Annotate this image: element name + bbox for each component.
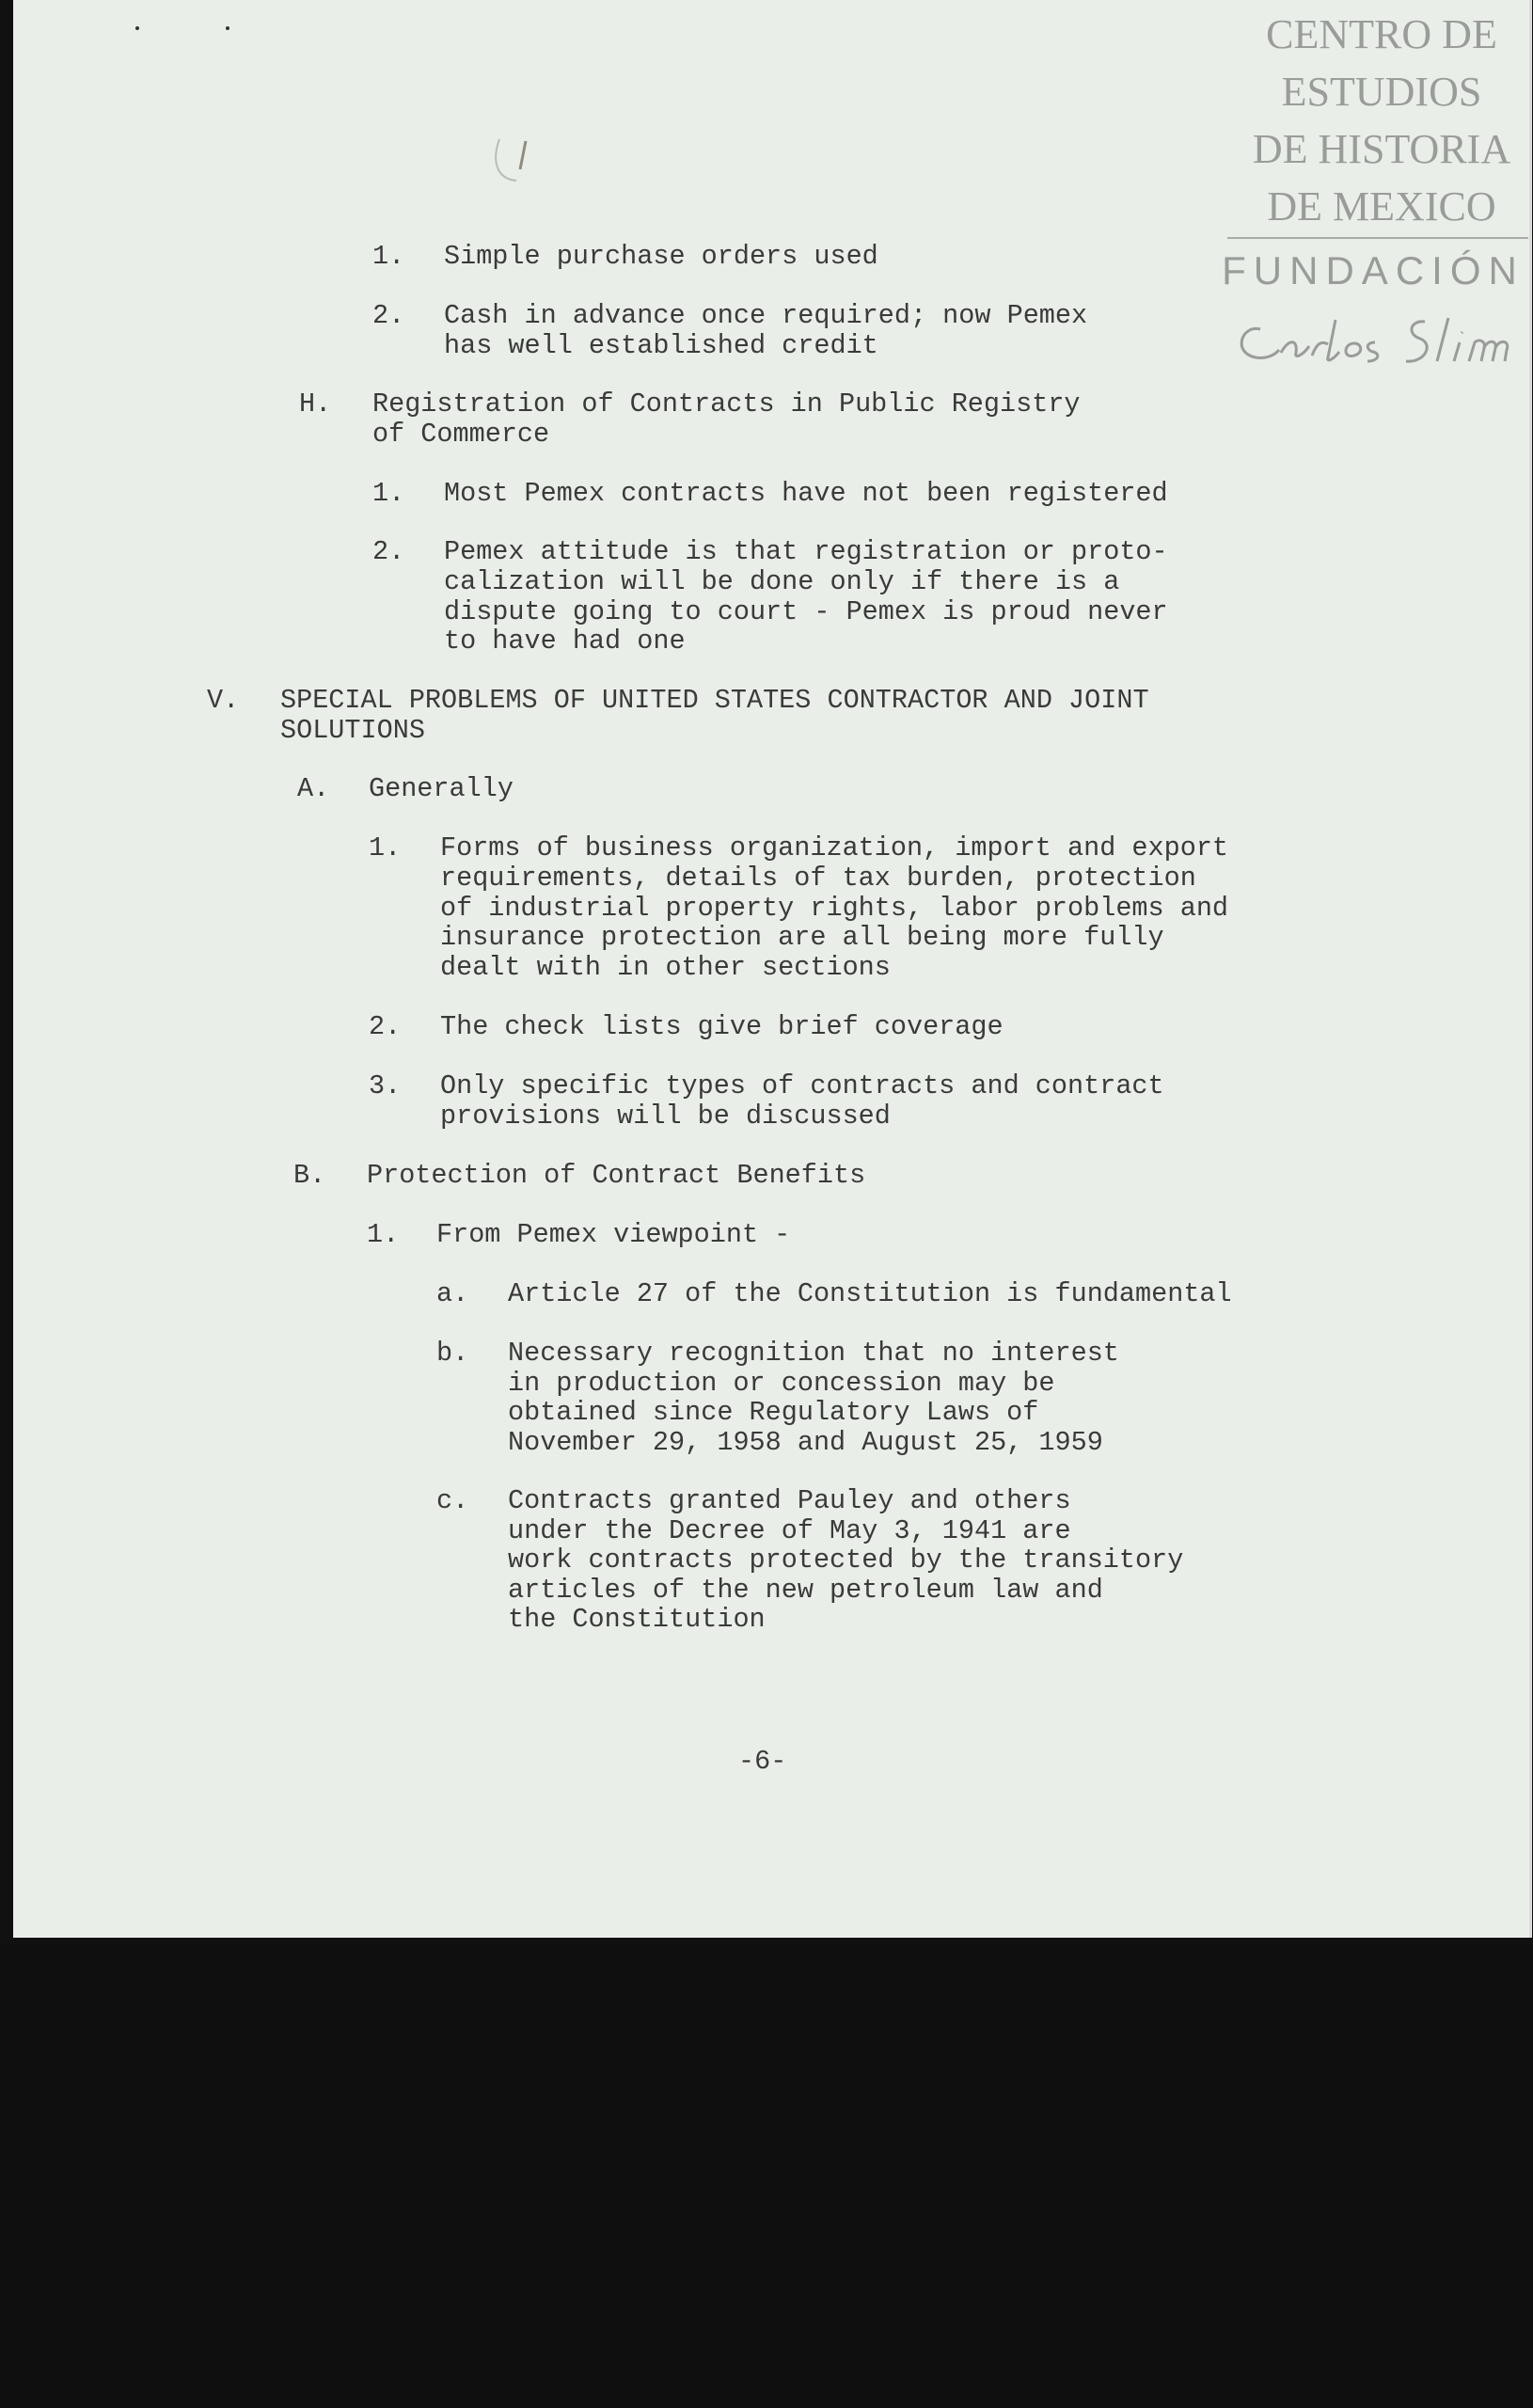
subitem-text: Contracts granted Pauley and others bbox=[508, 1485, 1071, 1516]
section-letter: H. bbox=[299, 388, 332, 420]
item-text: Simple purchase orders used bbox=[444, 241, 878, 272]
signature-logo bbox=[1223, 301, 1533, 376]
watermark-divider bbox=[1227, 237, 1528, 239]
item-number: 1. bbox=[367, 1219, 400, 1250]
item-text: Only specific types of contracts and contract bbox=[440, 1070, 1164, 1101]
page-number: -6- bbox=[738, 1746, 787, 1777]
item-number: 3. bbox=[369, 1070, 402, 1101]
watermark-line: ESTUDIOS bbox=[1281, 69, 1482, 115]
item-text: Most Pemex contracts have not been registered bbox=[444, 478, 1168, 509]
subitem-text: under the Decree of May 3, 1941 are bbox=[508, 1515, 1071, 1546]
subitem-text: Article 27 of the Constitution is fundamental bbox=[508, 1278, 1232, 1309]
item-text: Cash in advance once required; now Pemex bbox=[444, 300, 1088, 331]
item-number: 2. bbox=[369, 1011, 402, 1042]
section-heading: Registration of Contracts in Public Registry bbox=[372, 388, 1081, 420]
subitem-text: obtained since Regulatory Laws of bbox=[508, 1397, 1039, 1428]
item-number: 1. bbox=[372, 241, 405, 272]
watermark-line: CENTRO DE bbox=[1266, 11, 1497, 57]
subitem-text: articles of the new petroleum law and bbox=[508, 1575, 1103, 1606]
item-number: 1. bbox=[369, 832, 402, 863]
item-text: requirements, details of tax burden, protection bbox=[440, 863, 1196, 894]
item-number: 2. bbox=[372, 536, 405, 567]
part-heading: SPECIAL PROBLEMS OF UNITED STATES CONTRACTOR AND JOINT bbox=[280, 685, 1149, 716]
subitem-text: work contracts protected by the transitory bbox=[508, 1545, 1184, 1576]
section-letter: A. bbox=[297, 773, 330, 804]
section-heading: Protection of Contract Benefits bbox=[367, 1160, 866, 1191]
roman-numeral: V. bbox=[207, 685, 240, 716]
pencil-mark bbox=[488, 132, 545, 188]
watermark-line: DE HISTORIA bbox=[1252, 126, 1511, 172]
item-number: 2. bbox=[372, 300, 405, 331]
part-heading: SOLUTIONS bbox=[280, 715, 425, 746]
item-text: calization will be done only if there is a bbox=[444, 566, 1120, 597]
subitem-text: in production or concession may be bbox=[508, 1368, 1055, 1399]
subitem-letter: c. bbox=[436, 1485, 469, 1516]
item-text: Forms of business organization, import and export bbox=[440, 832, 1229, 863]
item-text: of industrial property rights, labor problems and bbox=[440, 893, 1229, 924]
watermark-foundation: FUNDACIÓN bbox=[1222, 248, 1525, 293]
item-text: dealt with in other sections bbox=[440, 952, 891, 983]
item-text: provisions will be discussed bbox=[440, 1101, 891, 1132]
subitem-text: the Constitution bbox=[508, 1604, 766, 1635]
item-text: dispute going to court - Pemex is proud never bbox=[444, 596, 1168, 627]
archive-watermark bbox=[1226, 6, 1533, 235]
subitem-text: November 29, 1958 and August 25, 1959 bbox=[508, 1427, 1103, 1458]
item-text: insurance protection are all being more fully bbox=[440, 922, 1164, 953]
subitem-text: Necessary recognition that no interest bbox=[508, 1338, 1119, 1369]
speck bbox=[226, 26, 229, 30]
item-text: Pemex attitude is that registration or proto- bbox=[444, 536, 1168, 567]
subitem-letter: a. bbox=[436, 1278, 469, 1309]
item-text: From Pemex viewpoint - bbox=[436, 1219, 791, 1250]
item-text: to have had one bbox=[444, 626, 686, 657]
watermark-line: DE MEXICO bbox=[1267, 183, 1496, 230]
item-text: The check lists give brief coverage bbox=[440, 1011, 1004, 1042]
subitem-letter: b. bbox=[436, 1338, 469, 1369]
item-number: 1. bbox=[372, 478, 405, 509]
section-letter: B. bbox=[293, 1160, 326, 1191]
section-heading: of Commerce bbox=[372, 419, 550, 450]
item-text: has well established credit bbox=[444, 330, 878, 361]
section-heading: Generally bbox=[369, 773, 514, 804]
speck bbox=[135, 26, 139, 30]
